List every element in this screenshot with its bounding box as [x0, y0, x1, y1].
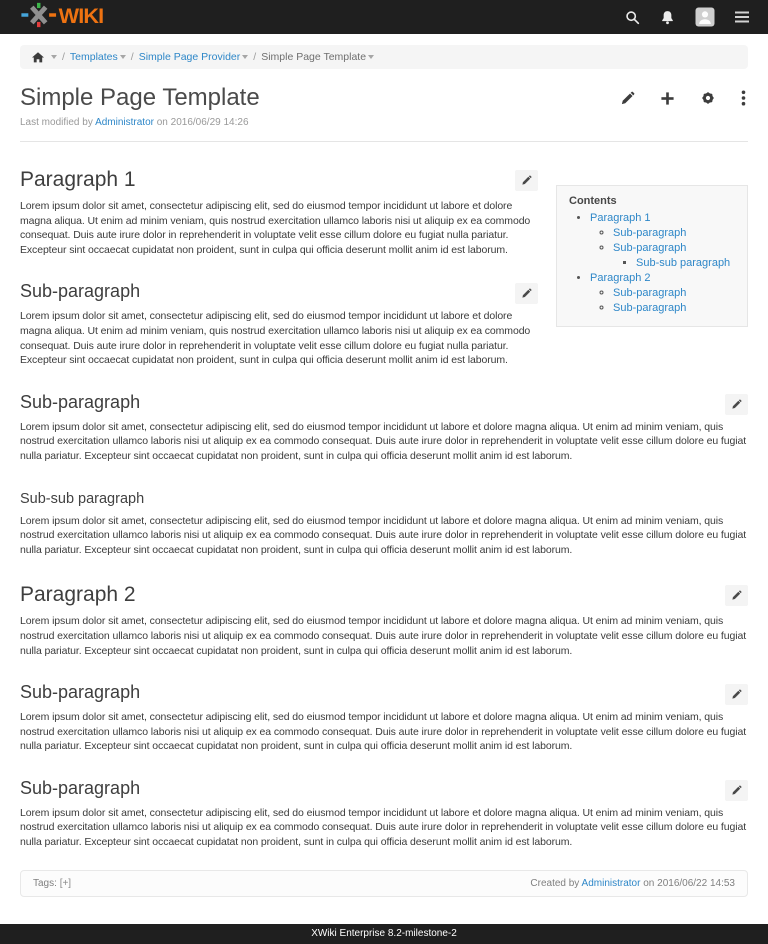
- created-by-line: [530, 878, 735, 889]
- breadcrumb-item-templates[interactable]: Templates: [69, 51, 118, 63]
- toc-link-paragraph-1[interactable]: Paragraph 1: [590, 212, 651, 224]
- section-paragraph-text: Lorem ipsum dolor sit amet, consectetur adipiscing elit, sed do eiusmod tempor incididunt ut labore et dolore magna aliqua. Ut enim ad minim veniam, quis nostrud exercitation ullamco laboris nisi ut aliquip ex ea commodo consequat. Duis aute irure dolor in reprehenderit in voluptate velit esse cillum dolore eu fugiat nulla pariatur. Excepteur sint occaecat cupidatat non proident, sunt in culpa qui officia deserunt mollit anim id est laborum.: [20, 615, 747, 657]
- breadcrumb-item-simple-page-provider[interactable]: Simple Page Provider: [138, 51, 241, 63]
- page-actions: [618, 88, 748, 108]
- tags-area: [33, 878, 71, 889]
- page-header: [20, 84, 748, 112]
- toc-link-sub-paragraph[interactable]: Sub-paragraph: [613, 287, 687, 299]
- modified-prefix: Last modified by: [20, 117, 93, 128]
- table-of-contents: [556, 185, 748, 327]
- create-page-plus-icon[interactable]: [658, 89, 677, 108]
- toc-title: Contents: [569, 195, 617, 207]
- caret-down-icon[interactable]: [368, 55, 374, 59]
- user-avatar[interactable]: [692, 5, 718, 29]
- toc-link-sub-paragraph[interactable]: Sub-paragraph: [613, 227, 687, 239]
- section-paragraph-text: Lorem ipsum dolor sit amet, consectetur adipiscing elit, sed do eiusmod tempor incididunt ut labore et dolore magna aliqua. Ut enim ad minim veniam, quis nostrud exercitation ullamco laboris nisi ut aliquip ex ea commodo consequat. Duis aute irure dolor in reprehenderit in voluptate velit esse cillum dolore eu fugiat nulla pariatur. Excepteur sint occaecat cupidatat non proident, sunt in culpa qui officia deserunt mollit anim id est laborum.: [20, 310, 531, 367]
- title-divider: [20, 141, 748, 142]
- svg-text:WIKI: WIKI: [58, 2, 104, 28]
- section-edit-pencil-icon[interactable]: [515, 283, 538, 304]
- breadcrumb: [20, 45, 748, 69]
- caret-down-icon[interactable]: [120, 55, 126, 59]
- toc-item: [613, 301, 735, 315]
- toc-link-sub-paragraph[interactable]: Sub-paragraph: [613, 302, 687, 314]
- page-content: [0, 84, 768, 897]
- tags-label: Tags:: [33, 877, 57, 889]
- more-actions-kebab-icon[interactable]: [739, 88, 748, 108]
- section-sub-paragraph-2: [20, 392, 748, 464]
- section-title-text: Sub-paragraph: [20, 777, 141, 798]
- modified-date: on 2016/06/29 14:26: [156, 117, 249, 128]
- section-title-text: Paragraph 2: [20, 583, 136, 607]
- version-label: XWiki Enterprise 8.2-milestone-2: [311, 927, 457, 939]
- breadcrumb-separator: /: [130, 51, 134, 63]
- section-title-text: Sub-paragraph: [20, 281, 141, 302]
- toc-item: [636, 256, 735, 270]
- breadcrumb-separator: /: [253, 51, 257, 63]
- breadcrumb-home[interactable]: [32, 52, 44, 63]
- section-heading: [20, 778, 748, 799]
- xwiki-logo-icon: [18, 2, 108, 28]
- section-paragraph-text: Lorem ipsum dolor sit amet, consectetur adipiscing elit, sed do eiusmod tempor incididunt ut labore et dolore magna aliqua. Ut enim ad minim veniam, quis nostrud exercitation ullamco laboris nisi ut aliquip ex ea commodo consequat. Duis aute irure dolor in reprehenderit in voluptate velit esse cillum dolore eu fugiat nulla pariatur. Excepteur sint occaecat cupidatat non proident, sunt in culpa qui officia deserunt mollit anim id est laborum.: [20, 200, 531, 256]
- add-tag-button[interactable]: [+]: [59, 877, 72, 889]
- section-title-text: Sub-sub paragraph: [20, 490, 145, 507]
- created-prefix: Created by: [530, 877, 580, 889]
- section-edit-pencil-icon[interactable]: [725, 394, 748, 415]
- section-title-text: Sub-paragraph: [20, 391, 141, 412]
- section-heading: [20, 491, 748, 507]
- section-heading: [20, 682, 748, 703]
- caret-down-icon[interactable]: [51, 55, 57, 59]
- section-edit-pencil-icon[interactable]: [725, 684, 748, 705]
- caret-down-icon[interactable]: [242, 55, 248, 59]
- toc-item: [613, 286, 735, 300]
- toc-item: [613, 241, 735, 270]
- section-title-text: Paragraph 1: [20, 168, 136, 191]
- toc-item: [613, 226, 735, 240]
- version-footer: [0, 924, 768, 944]
- breadcrumb-item-current: Simple Page Template: [261, 51, 367, 63]
- toc-link-paragraph-2[interactable]: Paragraph 2: [590, 272, 651, 284]
- administer-gear-icon[interactable]: [698, 88, 718, 108]
- section-paragraph-text: Lorem ipsum dolor sit amet, consectetur adipiscing elit, sed do eiusmod tempor incididunt ut labore et dolore magna aliqua. Ut enim ad minim veniam, quis nostrud exercitation ullamco laboris nisi ut aliquip ex ea commodo consequat. Duis aute irure dolor in reprehenderit in voluptate velit esse cillum dolore eu fugiat nulla pariatur. Excepteur sint occaecat cupidatat non proident, sunt in culpa qui officia deserunt mollit anim id est laborum.: [20, 514, 747, 556]
- toc-item: [590, 271, 735, 315]
- modified-user-link[interactable]: Administrator: [95, 117, 154, 128]
- breadcrumb-separator: /: [62, 51, 65, 63]
- section-edit-pencil-icon[interactable]: [725, 585, 748, 606]
- section-sub-paragraph-4: [20, 778, 748, 850]
- created-user-link[interactable]: Administrator: [581, 877, 641, 889]
- section-sub-sub-paragraph: [20, 491, 748, 558]
- section-paragraph-text: Lorem ipsum dolor sit amet, consectetur adipiscing elit, sed do eiusmod tempor incididunt ut labore et dolore magna aliqua. Ut enim ad minim veniam, quis nostrud exercitation ullamco laboris nisi ut aliquip ex ea commodo consequat. Duis aute irure dolor in reprehenderit in voluptate velit esse cillum dolore eu fugiat nulla pariatur. Excepteur sint occaecat cupidatat non proident, sunt in culpa qui officia deserunt mollit anim id est laborum.: [20, 420, 747, 462]
- toc-link-sub-sub-paragraph[interactable]: Sub-sub paragraph: [636, 257, 731, 269]
- search-icon[interactable]: [622, 8, 643, 27]
- section-sub-paragraph-3: [20, 682, 748, 754]
- xwiki-logo[interactable]: [18, 2, 108, 33]
- section-paragraph-text: Lorem ipsum dolor sit amet, consectetur adipiscing elit, sed do eiusmod tempor incididunt ut labore et dolore magna aliqua. Ut enim ad minim veniam, quis nostrud exercitation ullamco laboris nisi ut aliquip ex ea commodo consequat. Duis aute irure dolor in reprehenderit in voluptate velit esse cillum dolore eu fugiat nulla pariatur. Excepteur sint occaecat cupidatat non proident, sunt in culpa qui officia deserunt mollit anim id est laborum.: [20, 806, 747, 849]
- document-info-bar: [20, 870, 748, 897]
- section-title-text: Sub-paragraph: [20, 682, 141, 703]
- notifications-bell-icon[interactable]: [657, 8, 678, 27]
- last-modified-line: [20, 117, 748, 128]
- section-edit-pencil-icon[interactable]: [725, 780, 748, 801]
- top-navbar: [0, 0, 768, 34]
- section-heading: [20, 392, 748, 413]
- toc-item: [590, 211, 735, 270]
- topbar-actions: [622, 5, 752, 29]
- section-edit-pencil-icon[interactable]: [515, 170, 538, 191]
- page-title: Simple Page Template: [20, 84, 260, 111]
- created-date: on 2016/06/22 14:53: [643, 877, 735, 889]
- toc-link-sub-paragraph[interactable]: Sub-paragraph: [613, 242, 687, 254]
- section-heading: [20, 583, 748, 607]
- home-icon: [32, 52, 44, 63]
- document-body: [20, 168, 748, 850]
- edit-page-pencil-icon[interactable]: [618, 89, 637, 108]
- section-paragraph-2: [20, 583, 748, 658]
- section-paragraph-text: Lorem ipsum dolor sit amet, consectetur adipiscing elit, sed do eiusmod tempor incididunt ut labore et dolore magna aliqua. Ut enim ad minim veniam, quis nostrud exercitation ullamco laboris nisi ut aliquip ex ea commodo consequat. Duis aute irure dolor in reprehenderit in voluptate velit esse cillum dolore eu fugiat nulla pariatur. Excepteur sint occaecat cupidatat non proident, sunt in culpa qui officia deserunt mollit anim id est laborum.: [20, 711, 747, 753]
- drawer-menu-icon[interactable]: [732, 8, 752, 26]
